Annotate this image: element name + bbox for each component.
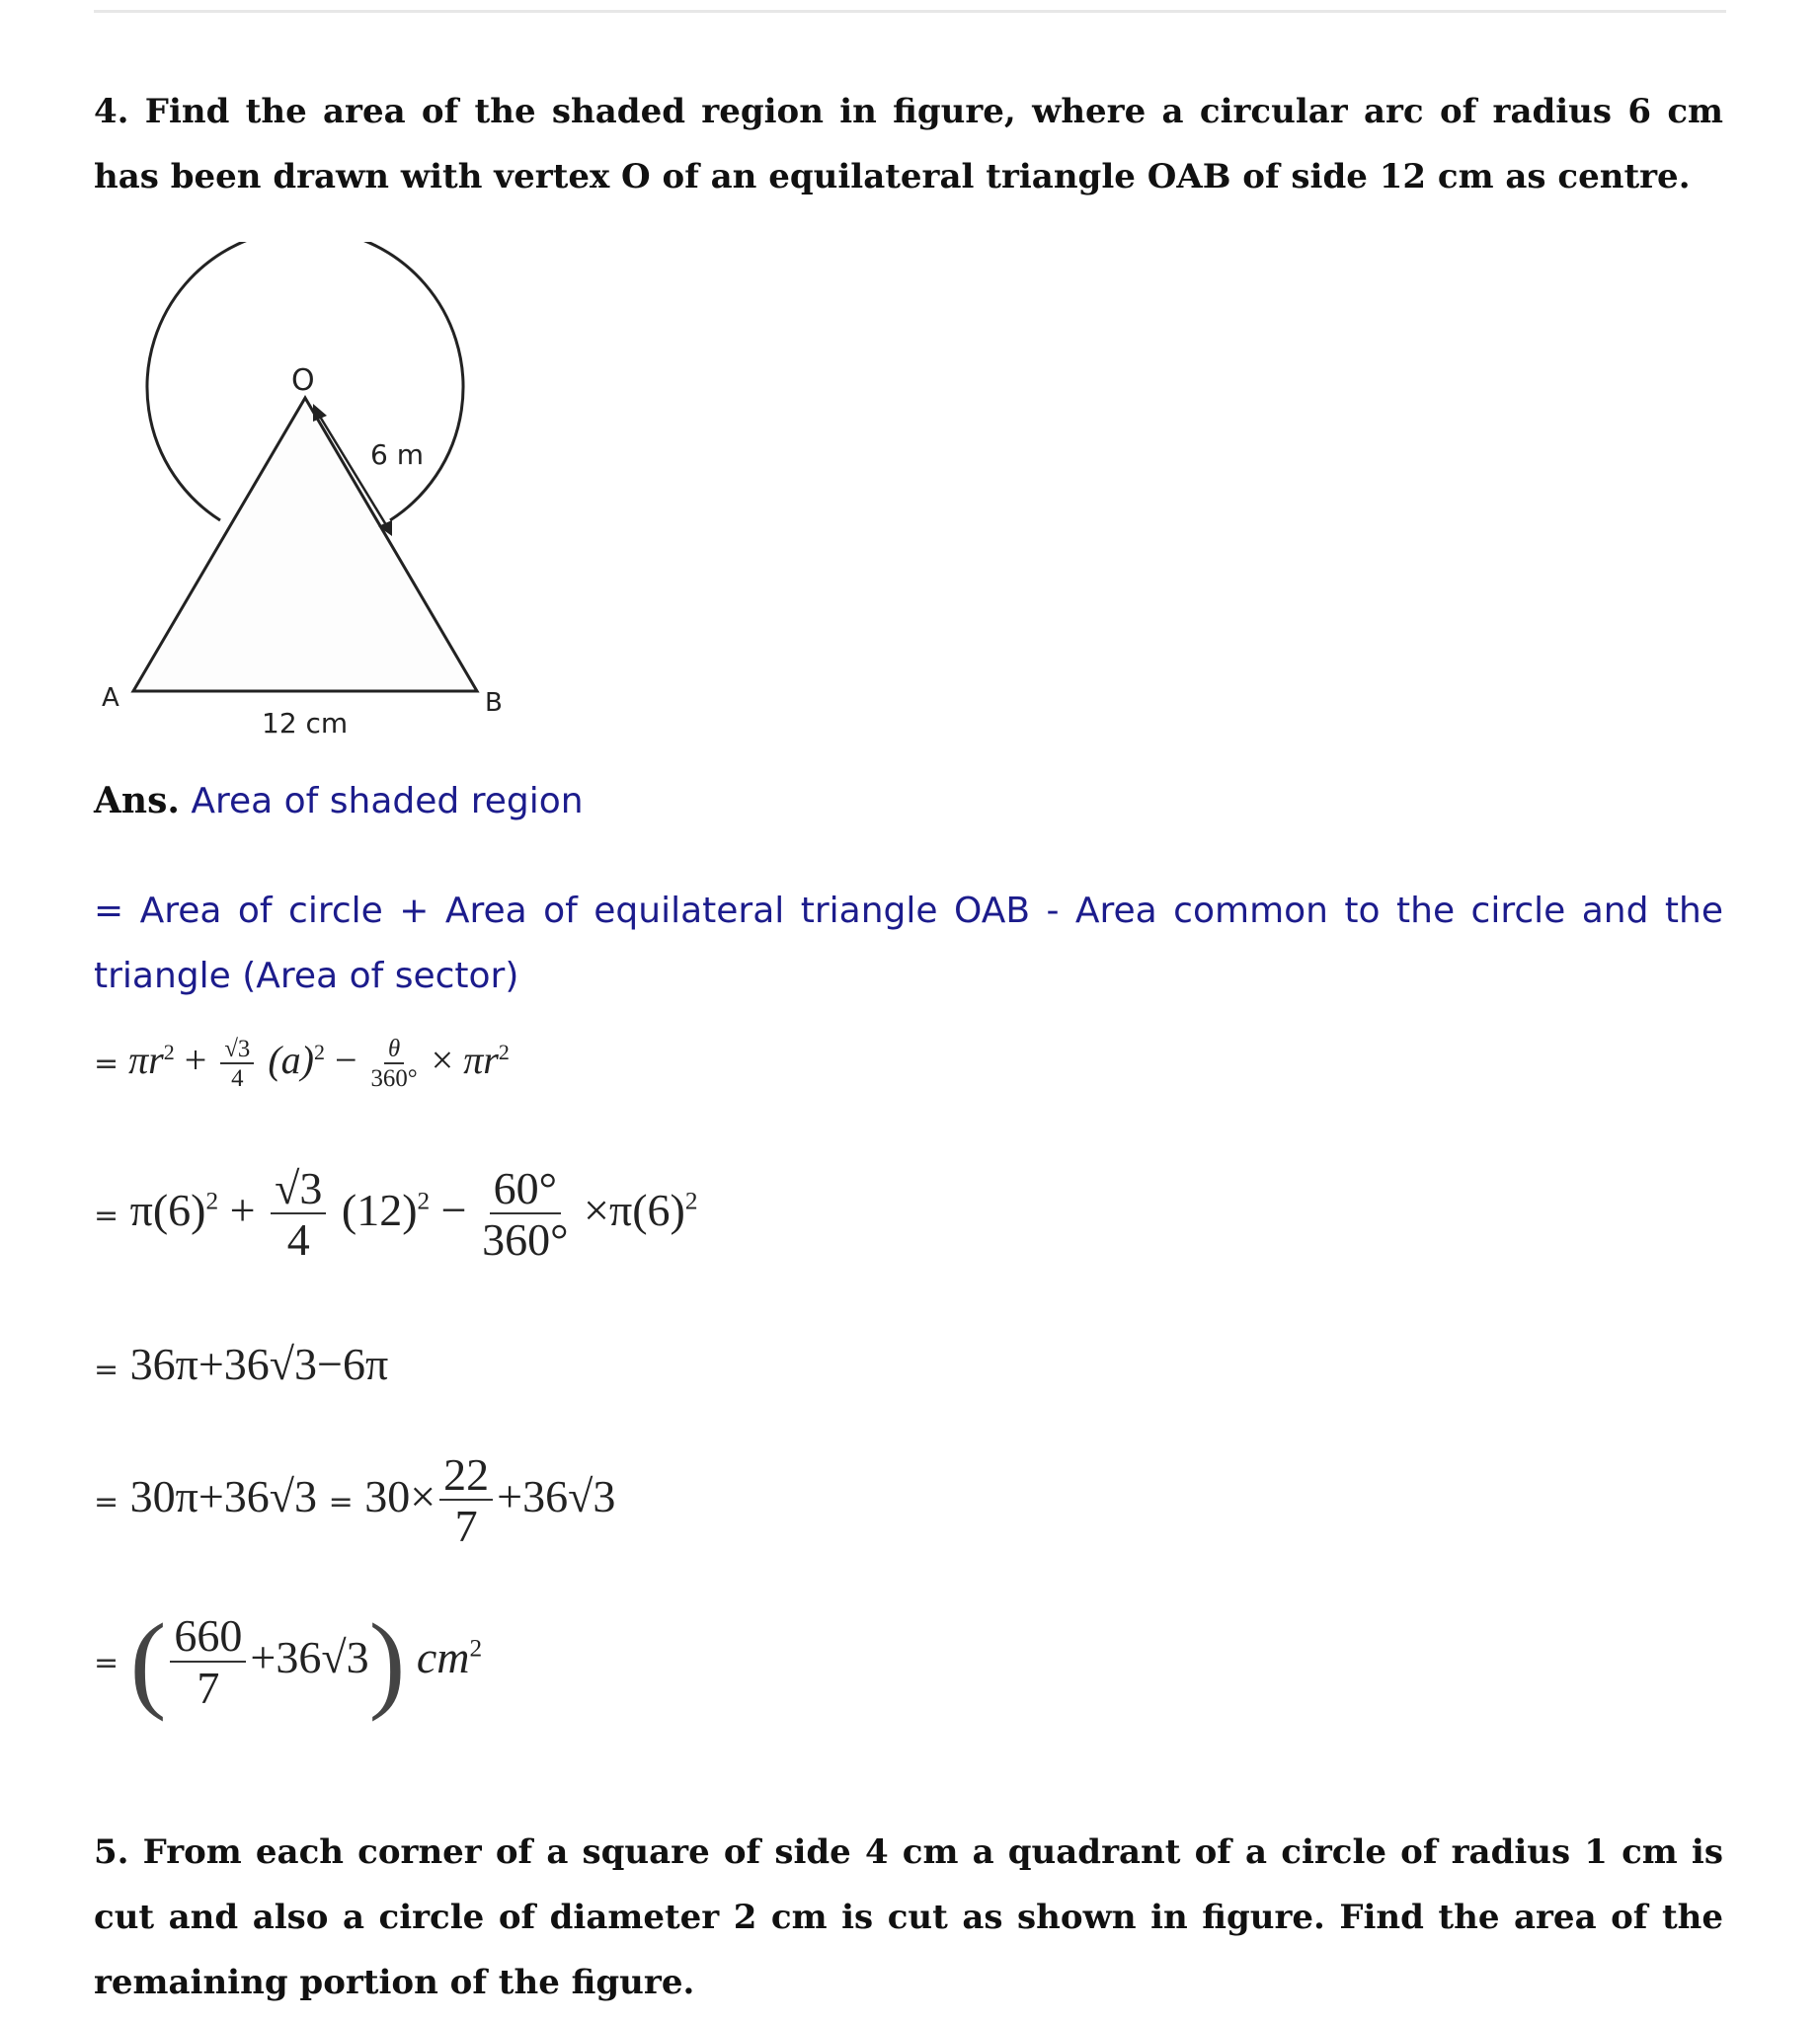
shaded-region-figure xyxy=(94,242,588,755)
top-divider xyxy=(94,10,1726,13)
label-radius: 6 m xyxy=(370,438,424,471)
sixty-over-360: $\frac{60^\circ}{360^\circ}$ xyxy=(482,1163,569,1266)
question-4-text: 4. Find the area of the shaded region in figure, where a circular arc of radius 6 cm has been drawn with vertex O of an equilateral triangle OAB of side 12 cm as centre. xyxy=(94,92,1723,196)
six-sixty-over-seven: $\frac{660}{7}$ xyxy=(170,1612,246,1712)
formula-step-1: = $\pi r^2$ + $\frac{√3}{4}$ $(a)^2$ − $\frac{\theta}{360^\circ}$ × $\pi r^2$ xyxy=(94,1036,510,1093)
label-b: B xyxy=(485,688,503,718)
formula-step-5: = ( $\frac{660}{7}$ +36√3) $cm^2$ xyxy=(94,1601,483,1722)
left-paren: ( xyxy=(129,1601,167,1722)
label-side: 12 cm xyxy=(262,707,349,739)
sqrt3-over-4: $\frac{√3}{4}$ xyxy=(220,1037,254,1092)
answer-intro xyxy=(94,780,584,821)
answer-explanation: = Area of circle + Area of equilateral triangle OAB - Area common to the circle and the triangle (Area of sector) xyxy=(94,891,1723,996)
formula-step-3: = 36π+36√3−6π xyxy=(94,1339,389,1389)
equilateral-triangle xyxy=(133,398,477,691)
answer-label: Ans. xyxy=(94,780,180,821)
sqrt3-over-4-b: $\frac{√3}{4}$ xyxy=(271,1165,326,1265)
formula-step-2: = $\pi(6)^2$ + $\frac{√3}{4}$ $(12)^2$ − $\frac{60^\circ}{360^\circ}$ $\times\pi(6)^2$ xyxy=(94,1163,698,1266)
answer-intro-text: Area of shaded region xyxy=(191,781,584,821)
label-a: A xyxy=(102,683,119,713)
right-paren: ) xyxy=(368,1601,406,1722)
question-5-text: 5. From each corner of a square of side 4 cm a quadrant of a circle of radius 1 cm is cut and also a circle of diameter 2 cm is cut as shown in figure. Find the area of the remaining portion of the figure. xyxy=(94,1832,1723,2002)
label-o: O xyxy=(291,363,315,398)
formula-step-4: = 30π+36√3 = 30× $\frac{22}{7}$ +36√3 xyxy=(94,1449,616,1552)
theta-over-360: $\frac{\theta}{360^\circ}$ xyxy=(370,1036,418,1093)
twenty-two-over-seven: $\frac{22}{7}$ xyxy=(439,1451,493,1551)
